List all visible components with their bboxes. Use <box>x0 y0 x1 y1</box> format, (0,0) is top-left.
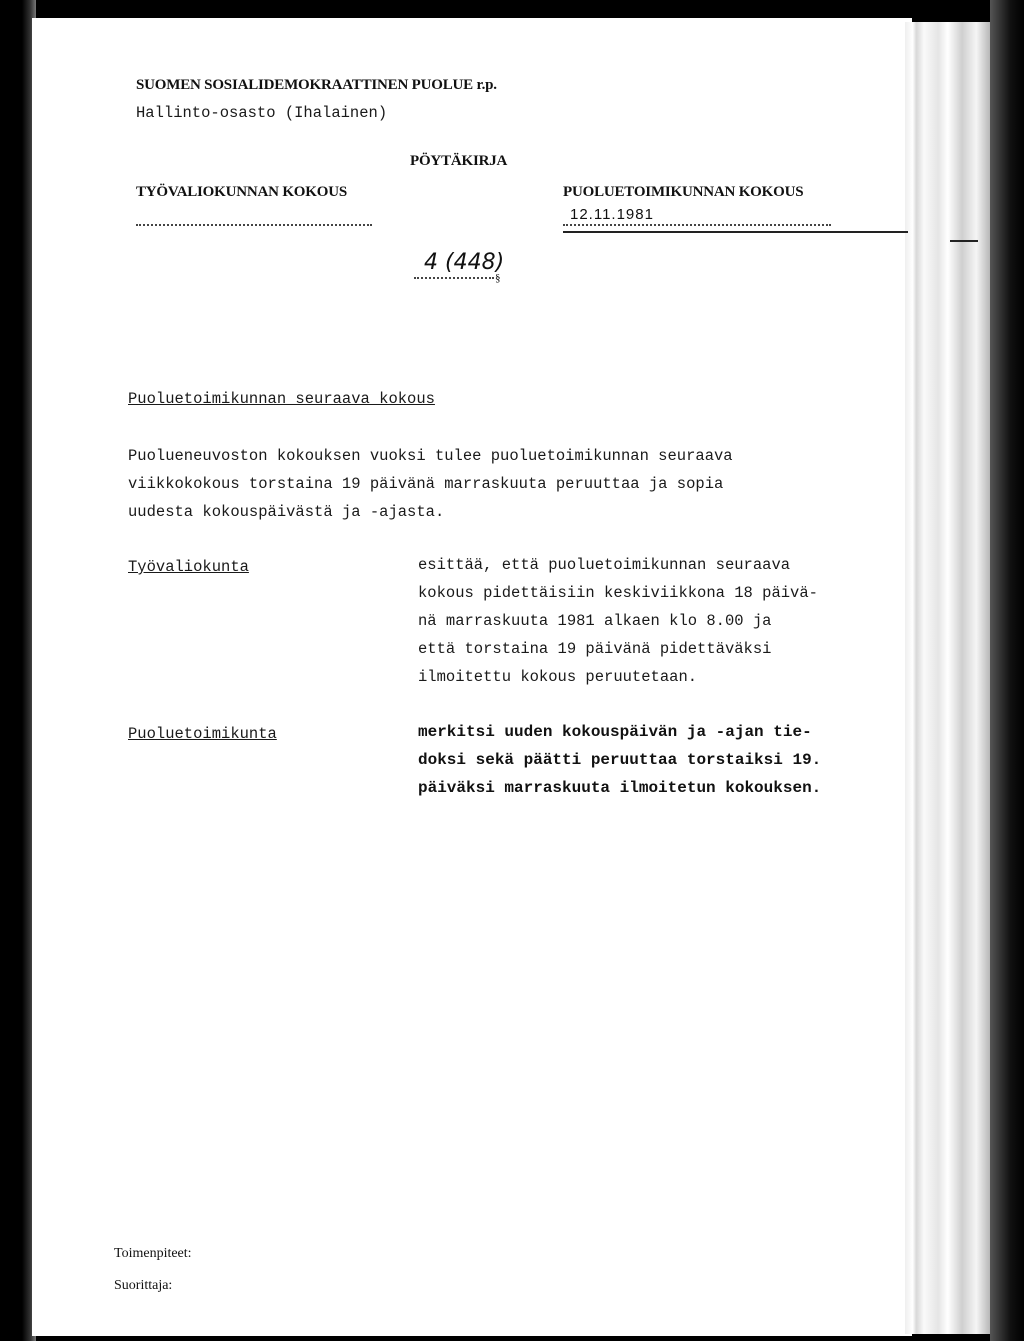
meeting-date: 12.11.1981 <box>570 206 654 223</box>
board-line-1: merkitsi uuden kokouspäivän ja -ajan tie- <box>418 723 812 741</box>
agenda-heading: Puoluetoimikunnan seuraava kokous <box>128 390 435 408</box>
board-line-2: doksi sekä päätti peruuttaa torstaiksi 19. <box>418 751 822 769</box>
organization-name: SUOMEN SOSIALIDEMOKRAATTINEN PUOLUE r.p. <box>136 77 497 93</box>
board-meeting-heading: PUOLUETOIMIKUNNAN KOKOUS <box>563 184 804 200</box>
committee-label: Työvaliokunta <box>128 558 249 576</box>
stacked-page-edges <box>905 22 1000 1334</box>
committee-meeting-heading: TYÖVALIOKUNNAN KOKOUS <box>136 184 347 200</box>
department-name: Hallinto-osasto (Ihalainen) <box>136 104 388 122</box>
board-label: Puoluetoimikunta <box>128 725 277 743</box>
committee-date-dotted-line <box>136 218 372 226</box>
intro-line-2: viikkokokous torstaina 19 päivänä marraskuuta peruuttaa ja sopia <box>128 475 724 493</box>
page-edge-mark <box>950 240 978 242</box>
section-dotted-line <box>414 275 494 279</box>
binder-spine <box>990 0 1024 1341</box>
section-number: 4 (448) <box>424 250 505 275</box>
board-date-dotted-line <box>563 218 831 226</box>
section-mark: § <box>495 272 501 284</box>
document-type: PÖYTÄKIRJA <box>410 153 508 169</box>
committee-line-1: esittää, että puoluetoimikunnan seuraava <box>418 556 791 574</box>
committee-line-5: ilmoitettu kokous peruutetaan. <box>418 668 698 686</box>
actions-label: Toimenpiteet: <box>114 1246 192 1261</box>
committee-line-2: kokous pidettäisiin keskiviikkona 18 päivä- <box>418 584 818 602</box>
intro-line-3: uudesta kokouspäivästä ja -ajasta. <box>128 503 445 521</box>
header-rule <box>563 231 908 233</box>
committee-line-3: nä marraskuuta 1981 alkaen klo 8.00 ja <box>418 612 772 630</box>
executor-label: Suorittaja: <box>114 1278 173 1293</box>
committee-line-4: että torstaina 19 päivänä pidettäväksi <box>418 640 772 658</box>
board-line-3: päiväksi marraskuuta ilmoitetun kokouksen. <box>418 779 822 797</box>
intro-line-1: Puolueneuvoston kokouksen vuoksi tulee puoluetoimikunnan seuraava <box>128 447 733 465</box>
